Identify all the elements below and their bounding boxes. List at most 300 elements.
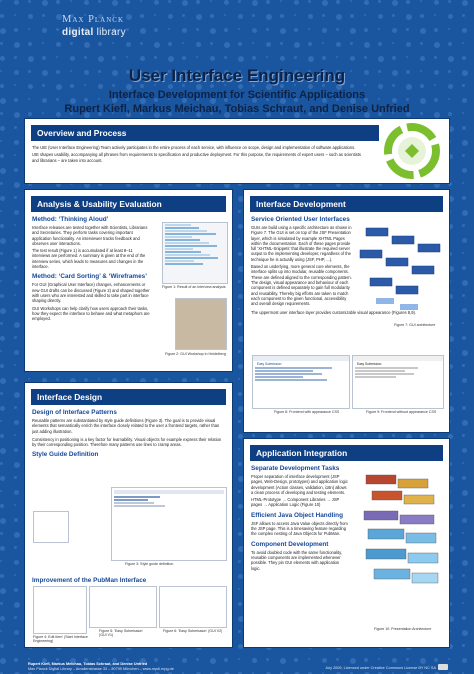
background-dot — [238, 434, 243, 439]
background-dot — [294, 14, 296, 16]
background-dot — [0, 420, 2, 422]
background-dot — [462, 546, 466, 550]
background-dot — [140, 56, 145, 61]
background-dot — [0, 336, 5, 341]
figure-2-gui-workshop-photo — [175, 298, 227, 350]
background-dot — [336, 56, 338, 58]
background-dot — [0, 392, 3, 395]
background-dot — [420, 14, 424, 18]
background-dot — [462, 574, 465, 577]
design-of-patterns-text-1: Reusable patterns are substantiated by style guide definitions (Figure 3). The goal is to provide visual elements that semantically enrich the interface closely related to the user a frontend targets, rather than just adding illustration. — [32, 418, 220, 434]
background-dot — [0, 434, 4, 438]
background-dot — [168, 42, 172, 46]
background-dot — [182, 56, 186, 60]
background-dot — [70, 56, 75, 61]
background-dot — [182, 0, 188, 6]
background-dot — [0, 56, 5, 61]
method-thinking-aloud-title: Method: ‘Thinking Aloud’ — [32, 216, 109, 223]
service-oriented-ui-text-2: Based on underlying, more general core elements, the interface splits up into modular, reusable components. These are defined aligned to the corresponding pattern. The design, visual appearance and behaviour of each component is defined separately to gain full modularity and reusability. Thereby big efforts are taken to match each component to the given functional, accessibility and overall design requirements. — [251, 264, 352, 307]
background-dot — [322, 14, 325, 17]
background-dot — [434, 14, 436, 16]
background-dot — [294, 658, 298, 662]
background-dot — [98, 56, 104, 62]
background-dot — [266, 56, 268, 58]
overview-panel — [25, 119, 449, 183]
background-dot — [308, 0, 311, 3]
background-dot — [126, 658, 129, 661]
background-dot — [14, 476, 17, 479]
background-dot — [28, 42, 32, 46]
background-dot — [14, 56, 17, 59]
interface-design-heading: Interface Design — [31, 389, 226, 405]
background-dot — [14, 28, 18, 32]
figure-1-interview-analysis — [162, 222, 228, 284]
background-dot — [238, 462, 242, 466]
background-dot — [378, 28, 380, 30]
background-dot — [14, 504, 16, 506]
background-dot — [434, 42, 440, 48]
background-dot — [406, 14, 412, 20]
max-planck-digital-library-logo — [62, 14, 162, 50]
background-dot — [98, 378, 100, 380]
easy-submission-label-fig8: Easy Submission — [257, 362, 282, 366]
java-object-handling-text: JSF allows to access Java Value objects directly from the JSP page. This is a timesaving feature regarding the complex nesting of Java Objects for PubMan. — [251, 520, 348, 537]
background-dot — [14, 574, 16, 576]
background-dot — [280, 28, 286, 34]
background-dot — [406, 28, 409, 31]
design-of-patterns-title: Design of Interface Patterns — [32, 409, 117, 416]
background-dot — [238, 322, 242, 326]
background-dot — [14, 378, 18, 382]
method-thinking-aloud-text-2: The test result (Figure 1) is accumulated if at least 8–11 interviews are performed. A summary is given at the end of the interview series, which leads to measures and changes in the interface. — [32, 248, 146, 270]
figure-5-caption: Figure 5: 'Easy Submission' (GUI V1) — [99, 629, 144, 637]
background-dot — [0, 616, 5, 621]
background-dot — [140, 0, 142, 2]
background-dot — [126, 56, 128, 58]
background-dot — [154, 378, 158, 382]
background-dot — [434, 56, 437, 59]
background-dot — [392, 42, 394, 44]
background-dot — [0, 448, 6, 454]
background-dot — [364, 28, 368, 32]
method-thinking-aloud-text-1: Interface releases are tested together with Scientists, Librarians and Secretaries. They perform tasks covering important application functionality. An interviewer tracks feedback and observes user interactions. — [32, 225, 148, 246]
background-dot — [98, 658, 100, 660]
overview-heading: Overview and Process — [31, 125, 379, 141]
background-dot — [14, 168, 18, 172]
background-dot — [406, 658, 409, 661]
background-dot — [0, 490, 2, 492]
poster-authors: Rupert Kiefl, Markus Meichau, Tobias Schraut, and Denise Unfried — [64, 103, 410, 115]
background-dot — [266, 14, 272, 20]
background-dot — [280, 0, 282, 2]
background-dot — [238, 210, 241, 213]
analysis-panel — [25, 190, 232, 371]
application-integration-heading: Application Integration — [250, 445, 443, 461]
background-dot — [420, 434, 424, 438]
interview-result-row — [165, 245, 217, 247]
background-dot — [462, 126, 466, 130]
background-dot — [238, 0, 241, 3]
background-dot — [84, 56, 87, 59]
background-dot — [336, 658, 339, 661]
background-dot — [42, 42, 44, 44]
background-dot — [308, 658, 310, 660]
component-development-text: To avoid doubled code with the same functionality, reusable components are implemented whenever possible. They pin GUI elements with application logic. — [251, 549, 342, 571]
background-dot — [238, 448, 240, 450]
background-dot — [0, 238, 6, 244]
background-dot — [224, 378, 228, 382]
background-dot — [28, 658, 30, 660]
background-dot — [462, 238, 467, 243]
background-dot — [238, 224, 243, 229]
background-dot — [238, 490, 241, 493]
interview-result-row — [165, 251, 201, 253]
background-dot — [322, 28, 327, 33]
background-dot — [462, 518, 467, 523]
background-dot — [308, 42, 312, 46]
background-dot — [462, 434, 465, 437]
background-dot — [168, 378, 170, 380]
figure-6-caption: Figure 6: 'Easy Submission' (GUI V2) — [163, 629, 223, 633]
background-dot — [14, 448, 18, 452]
background-dot — [56, 28, 59, 31]
background-dot — [448, 0, 451, 3]
background-dot — [350, 28, 356, 34]
background-dot — [462, 588, 467, 593]
background-dot — [392, 14, 395, 17]
figure-7-caption: Figure 7: GUI architecture — [394, 323, 436, 327]
background-dot — [14, 126, 17, 129]
background-dot — [364, 14, 366, 16]
interview-result-row — [165, 248, 193, 250]
background-dot — [0, 644, 4, 648]
analysis-heading: Analysis & Usability Evaluation — [31, 196, 226, 212]
background-dot — [448, 28, 450, 30]
background-dot — [0, 560, 2, 562]
background-dot — [392, 658, 397, 663]
background-dot — [462, 644, 465, 647]
background-dot — [182, 28, 187, 33]
interview-result-row — [165, 227, 199, 229]
background-dot — [238, 364, 243, 369]
background-dot — [126, 0, 130, 4]
background-dot — [14, 308, 18, 312]
service-oriented-ui-text-3: The uppermost user interface layer provides customizable visual appearance (Figures 8,9). — [251, 310, 416, 316]
background-dot — [392, 434, 395, 437]
separate-tasks-title: Separate Development Tasks — [251, 465, 340, 472]
background-dot — [0, 42, 3, 45]
background-dot — [238, 644, 243, 649]
background-dot — [462, 42, 464, 44]
background-dot — [462, 602, 464, 604]
background-dot — [154, 56, 157, 59]
background-dot — [280, 434, 284, 438]
interface-development-heading: Interface Development — [250, 196, 443, 212]
background-dot — [0, 154, 4, 158]
component-development-title: Component Development — [251, 540, 329, 548]
background-dot — [462, 182, 464, 184]
background-dot — [266, 42, 271, 47]
service-oriented-ui-title: Service Oriented User Interfaces — [251, 216, 350, 223]
background-dot — [406, 56, 408, 58]
footer-address: Max Planck Digital Library – Amalienstrasse 33 – 80799 München – www.mpdl.mpg.de — [28, 666, 174, 671]
background-dot — [378, 14, 383, 19]
background-dot — [0, 140, 2, 142]
background-dot — [420, 42, 423, 45]
method-card-sorting-title: Method: ‘Card Sorting’ & ‘Wireframes’ — [32, 273, 147, 281]
application-integration-panel — [244, 439, 449, 647]
background-dot — [0, 182, 3, 185]
background-dot — [266, 0, 270, 4]
background-dot — [14, 364, 16, 366]
background-dot — [238, 28, 240, 30]
figure-10-caption: Figure 10: Presentation Architecture — [374, 627, 432, 631]
service-oriented-ui-text-1: GUIs are build using a specific architecture as shown in Figure 7. The GUI is set on top of the JSF Presentation layer, which is simulated by example XHTML Pages within the documentation. Each of these pages provide full ‘XHTML-Snippets’ that illustrate the required server output to the implementing developer, regardless of the technique he is actually using (JSF, PHP, ...). — [251, 225, 352, 262]
background-dot — [364, 56, 367, 59]
background-dot — [462, 420, 468, 426]
background-dot — [462, 462, 464, 464]
background-dot — [196, 0, 200, 4]
background-dot — [364, 658, 368, 662]
background-dot — [210, 56, 215, 61]
interview-result-row — [165, 233, 216, 235]
background-dot — [196, 14, 202, 20]
background-dot — [42, 28, 47, 33]
background-dot — [14, 532, 20, 538]
background-dot — [238, 238, 240, 240]
background-dot — [336, 42, 341, 47]
background-dot — [448, 56, 454, 62]
background-dot — [210, 14, 214, 18]
creative-commons-badge-icon — [438, 664, 448, 670]
separate-tasks-text-1: Proper separation of interface development (JSP pages, Web-Design, prototypes) and application logic development (Action classes, validation, i18n) allows a clean process of developing and testing elements. — [251, 474, 348, 495]
background-dot — [462, 280, 468, 286]
background-dot — [364, 42, 370, 48]
figure-4-caption: Figure 4: Edit Item' (Start Interface Engineering) — [33, 635, 88, 643]
background-dot — [14, 336, 17, 339]
interview-result-row — [165, 224, 191, 226]
background-dot — [14, 406, 17, 409]
background-dot — [56, 658, 59, 661]
background-dot — [0, 588, 6, 594]
background-dot — [0, 532, 3, 535]
background-dot — [434, 658, 438, 662]
background-dot — [56, 42, 61, 47]
background-dot — [14, 0, 19, 5]
background-dot — [182, 42, 184, 44]
background-dot — [462, 392, 464, 394]
background-dot — [14, 196, 17, 199]
background-dot — [252, 14, 255, 17]
poster-header — [0, 66, 474, 115]
background-dot — [336, 28, 339, 31]
interface-design-panel — [25, 383, 232, 647]
background-dot — [0, 224, 4, 228]
figure-5-easy-submission-v1 — [89, 586, 157, 628]
background-dot — [14, 434, 16, 436]
background-dot — [462, 266, 466, 270]
background-dot — [0, 350, 2, 352]
background-dot — [350, 14, 354, 18]
background-dot — [280, 56, 285, 61]
background-dot — [0, 462, 3, 465]
background-dot — [462, 532, 464, 534]
background-dot — [462, 490, 468, 496]
style-guide-title: Style Guide Definition — [32, 451, 99, 459]
background-dot — [0, 14, 4, 18]
footer-license: July 2009, Licenced under Creative Commons License BY NC SA — [325, 666, 436, 670]
background-dot — [350, 658, 356, 664]
background-dot — [14, 518, 18, 522]
background-dot — [462, 168, 467, 173]
background-dot — [294, 42, 300, 48]
background-dot — [84, 378, 88, 382]
background-dot — [0, 630, 2, 632]
background-dot — [238, 294, 243, 299]
figure-6-easy-submission-v2 — [159, 586, 227, 628]
background-dot — [14, 644, 16, 646]
background-dot — [406, 42, 411, 47]
background-dot — [14, 224, 16, 226]
background-dot — [210, 42, 213, 45]
background-dot — [98, 0, 101, 3]
background-dot — [350, 42, 353, 45]
background-dot — [14, 294, 16, 296]
background-dot — [238, 308, 240, 310]
background-dot — [238, 392, 242, 396]
background-dot — [224, 42, 230, 48]
figure-1-caption: Figure 1: Result of an interview analysis — [162, 285, 226, 289]
background-dot — [350, 0, 352, 2]
background-dot — [0, 504, 4, 508]
background-dot — [224, 14, 226, 16]
background-dot — [462, 252, 464, 254]
background-dot — [0, 574, 4, 578]
background-dot — [196, 42, 201, 47]
background-dot — [392, 0, 398, 6]
background-dot — [434, 28, 438, 32]
background-dot — [266, 28, 269, 31]
background-dot — [168, 56, 174, 62]
interview-result-row — [165, 257, 218, 259]
background-dot — [462, 630, 468, 636]
background-dot — [238, 518, 240, 520]
background-dot — [294, 0, 299, 5]
background-dot — [0, 0, 2, 2]
background-dot — [378, 42, 382, 46]
background-dot — [392, 56, 396, 60]
background-dot — [0, 126, 5, 131]
background-dot — [238, 574, 243, 579]
background-dot — [238, 658, 240, 660]
logo-line2: digital library — [62, 27, 126, 38]
background-dot — [280, 658, 286, 664]
background-dot — [14, 602, 20, 608]
background-dot — [308, 28, 310, 30]
background-dot — [0, 294, 4, 298]
background-dot — [238, 350, 241, 353]
background-dot — [14, 140, 19, 145]
background-dot — [224, 56, 227, 59]
background-dot — [462, 448, 467, 453]
pubman-improvement-title: Improvement of the PubMan Interface — [32, 577, 147, 584]
interview-result-row — [165, 242, 209, 244]
background-dot — [28, 28, 30, 30]
background-dot — [294, 28, 298, 32]
background-dot — [0, 602, 3, 605]
background-dot — [210, 28, 216, 34]
figure-10-presentation-architecture — [356, 469, 446, 619]
background-dot — [0, 518, 6, 524]
background-dot — [448, 658, 450, 660]
background-dot — [322, 658, 327, 663]
background-dot — [238, 14, 243, 19]
figure-7-gui-architecture — [356, 220, 446, 320]
background-dot — [70, 0, 72, 2]
background-dot — [252, 658, 257, 663]
background-dot — [462, 616, 466, 620]
background-dot — [252, 56, 256, 60]
background-dot — [154, 0, 159, 5]
background-dot — [462, 476, 466, 480]
background-dot — [238, 420, 241, 423]
background-dot — [0, 406, 5, 411]
background-dot — [224, 658, 228, 662]
background-dot — [322, 56, 326, 60]
background-dot — [0, 196, 5, 201]
background-dot — [420, 56, 425, 61]
background-dot — [0, 364, 4, 368]
process-cycle-logo — [383, 123, 441, 179]
background-dot — [14, 462, 20, 468]
footer-authors: Rupert Kiefl, Markus Meichau, Tobias Schraut, and Denise Unfried — [28, 662, 148, 666]
background-dot — [238, 630, 241, 633]
background-dot — [42, 0, 48, 6]
background-dot — [28, 56, 34, 62]
background-dot — [308, 14, 313, 19]
background-dot — [0, 168, 6, 174]
background-dot — [14, 14, 16, 16]
figure-4-edit-item — [33, 586, 87, 634]
background-dot — [14, 420, 19, 425]
background-dot — [252, 434, 255, 437]
background-dot — [182, 14, 185, 17]
interview-result-row — [165, 239, 200, 241]
background-dot — [420, 28, 426, 34]
background-dot — [462, 308, 467, 313]
background-dot — [0, 280, 2, 282]
background-dot — [28, 0, 31, 3]
background-dot — [462, 658, 467, 663]
java-object-handling-title: Efficient Java Object Handling — [251, 511, 343, 519]
background-dot — [462, 154, 465, 157]
figure-3-caption: Figure 3: Style guide definition — [125, 562, 174, 566]
method-card-sorting-text-2: GUI Workshops can help clarify how users approach their tasks, how they expect the interface to behave and what metaphors are employed. — [32, 305, 150, 322]
background-dot — [196, 378, 199, 381]
background-dot — [0, 266, 5, 271]
background-dot — [238, 56, 244, 62]
background-dot — [420, 0, 422, 2]
background-dot — [462, 196, 466, 200]
background-dot — [42, 14, 45, 17]
background-dot — [462, 14, 465, 17]
background-dot — [462, 378, 467, 383]
figure-2-caption: Figure 2: GUI Workshop in Heidelberg — [165, 352, 226, 356]
separate-tasks-text-2: HTML-Prototype → Component Libraries → JSP pages → Application Logic (Figure 10) — [251, 497, 340, 508]
background-dot — [364, 0, 369, 5]
background-dot — [14, 588, 18, 592]
background-dot — [420, 658, 426, 664]
